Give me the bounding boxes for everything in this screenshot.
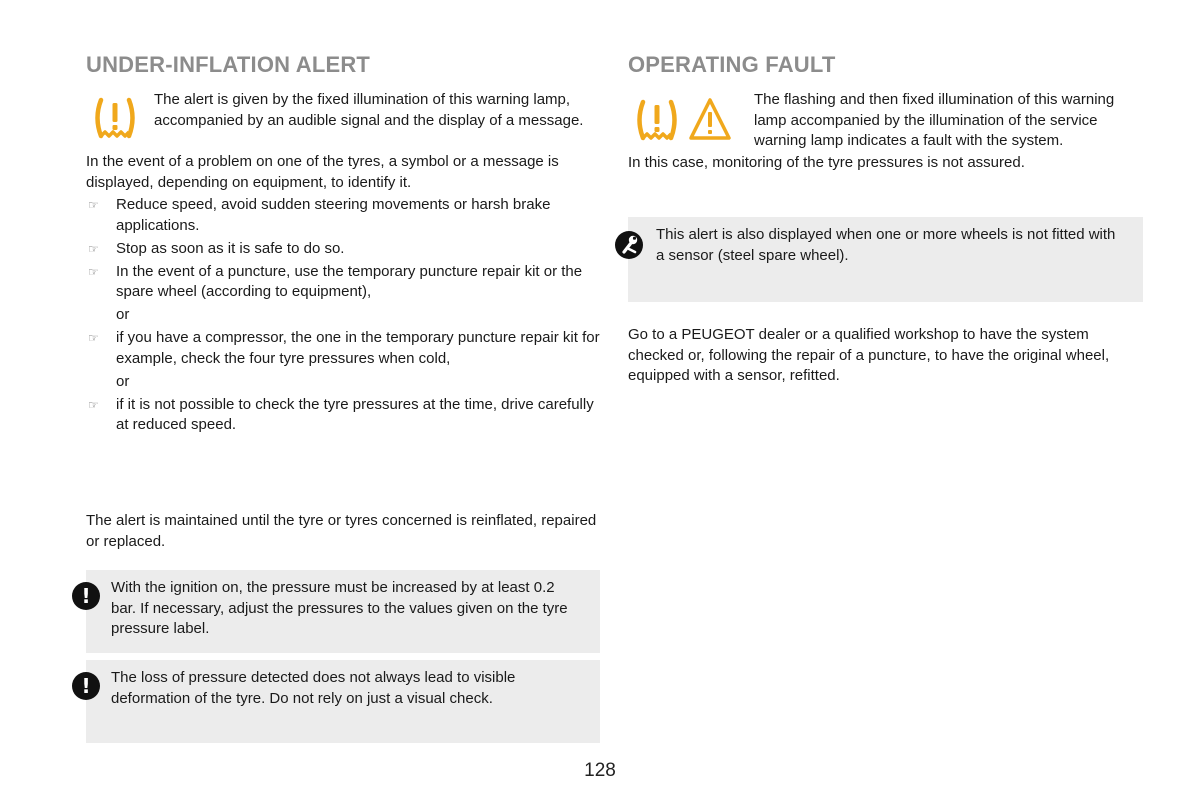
note-text: With the ignition on, the pressure must be increased by at least 0.2 bar. If necessary, adjust the pressures to the values given on the tyre pressure label. [111, 579, 568, 637]
list-item: ☞ if it is not possible to check the tyre pressures at the time, drive carefully at reduced speed. [88, 395, 594, 433]
warning-lamp-description: The flashing and then fixed illumination of this warning lamp accompanied by the illumination of the service warning lamp indicates a fault with the system. [754, 91, 1115, 149]
pointing-hand-bullet-icon: ☞ [88, 198, 99, 212]
or-separator: or [116, 372, 130, 390]
attention-icon: ! [72, 582, 100, 610]
pointing-hand-bullet-icon: ☞ [88, 397, 99, 412]
pointing-hand-bullet-icon: ☞ [88, 241, 99, 256]
tyre-pressure-warning-icon [634, 98, 680, 142]
tyre-pressure-warning-icon [92, 96, 138, 140]
or-separator: or [116, 306, 130, 323]
intro-paragraph: In the event of a problem on one of the tyres, a symbol or a message is displayed, depending on equipment, to identify it. [86, 153, 559, 191]
warning-lamp-description: The alert is given by the fixed illumination of this warning lamp, accompanied by an audible signal and the display of a message. [154, 91, 584, 129]
list-item: ☞ Reduce speed, avoid sudden steering movements or harsh brake applications. [88, 196, 551, 234]
note-box-visual-check [81, 660, 600, 743]
dealer-paragraph: Go to a PEUGEOT dealer or a qualified workshop to have the system checked or, following the repair of a puncture, to have the original wheel, equipped with a sensor, refitted. [628, 326, 1110, 384]
pointing-hand-bullet-icon: ☞ [88, 264, 99, 279]
monitoring-paragraph: In this case, monitoring of the tyre pressures is not assured. [628, 154, 1025, 171]
note-text: The loss of pressure detected does not always lead to visible deformation of the tyre. Do not rely on just a visual check. [111, 669, 516, 707]
note-text: This alert is also displayed when one or more wheels is not fitted with a sensor (steel spare wheel). [656, 226, 1116, 264]
action-list [86, 195, 600, 438]
list-item: ☞ if you have a compressor, the one in the temporary puncture repair kit for example, check the four tyre pressures when cold, [88, 329, 600, 367]
section-heading-operating-fault: OPERATING FAULT [628, 52, 836, 77]
note-box-spare-wheel [628, 217, 1143, 302]
service-warning-triangle-icon [688, 96, 732, 142]
section-heading-under-inflation: UNDER-INFLATION ALERT [86, 52, 371, 77]
pointing-hand-bullet-icon: ☞ [88, 331, 99, 345]
note-box-pressure [81, 570, 600, 653]
attention-icon: ! [72, 672, 100, 700]
list-item: ☞ In the event of a puncture, use the temporary puncture repair kit or the spare wheel (according to equipment), [88, 262, 583, 300]
alert-maintained-paragraph: The alert is maintained until the tyre or tyres concerned is reinflated, repaired or replaced. [86, 512, 597, 550]
information-wrench-icon [615, 231, 643, 259]
list-item: ☞ Stop as soon as it is safe to do so. [86, 239, 600, 260]
page-number: 128 [584, 760, 616, 781]
